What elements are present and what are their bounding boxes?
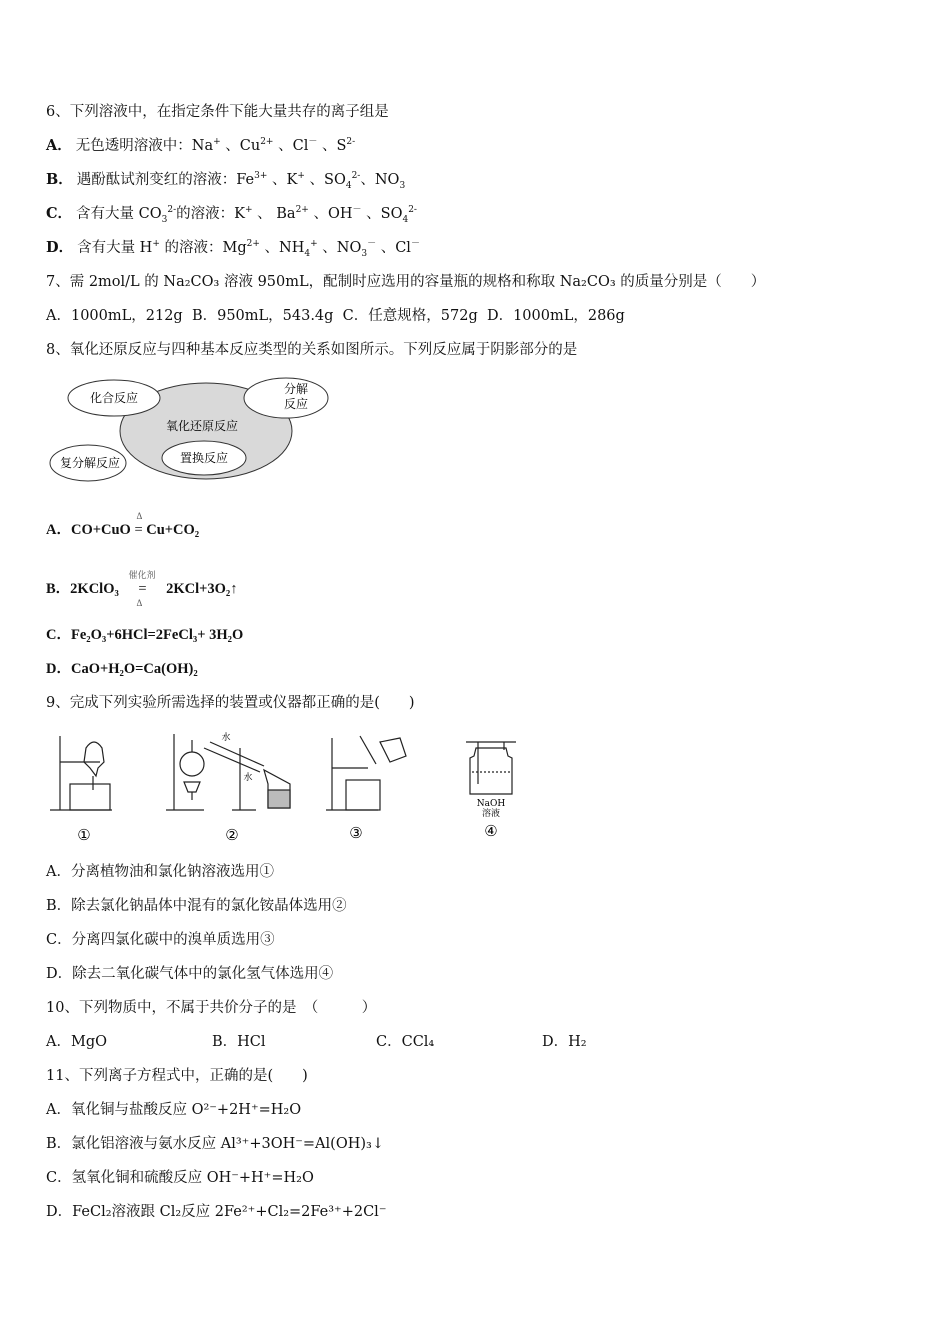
q8-a-label: A． — [46, 522, 71, 538]
q6-c-ba: 、 Ba — [252, 206, 296, 222]
q6-b-so4: 、SO — [304, 172, 346, 188]
apparatus-label-3: ③ — [349, 824, 363, 842]
decomposition-label-2: 反应 — [283, 397, 309, 411]
q6-d-text: 含有大量 H — [77, 240, 153, 256]
apparatus-4-gas-washing-bottle — [466, 742, 516, 794]
q6-b-no3-sub: 3 — [399, 180, 406, 191]
q8-redox-diagram — [46, 376, 330, 486]
q7-option-c: C．任意规格，572g — [342, 308, 478, 324]
q7-option-b: B．950mL，543.4g — [191, 308, 334, 324]
q6-d-label: D． — [46, 239, 74, 256]
substitution-label: 置换反应 — [179, 451, 229, 465]
q7-option-d: D．1000mL，286g — [486, 308, 625, 324]
water-label-2: 水 — [243, 773, 253, 783]
q6-option-b: B． 遇酚酞试剂变红的溶液：$Fe^{3+}$ 、K+ 、$SO_4^{2-}$、$NO_3$ — [46, 171, 406, 191]
q11-option-d: D．FeCl₂溶液跟 Cl₂反应 2Fe²⁺+Cl₂=2Fe³⁺+2Cl⁻ — [46, 1204, 387, 1220]
q6-d-cl: 、Cl — [376, 240, 411, 256]
q8-c-label: C． — [46, 627, 71, 643]
q6-a-s: 、S — [317, 138, 347, 154]
q8-d-text: CaO+H₂O=Ca(OH)₂ — [70, 661, 198, 677]
q6-c-oh: 、OH — [308, 206, 353, 222]
q9-option-b: B．除去氯化钠晶体中混有的氯化铵晶体选用② — [46, 898, 347, 914]
q6-b-label: B． — [46, 171, 73, 188]
apparatus-3-pouring — [326, 736, 406, 810]
q8-stem: 8、氧化还原反应与四种基本反应类型的关系如图所示。下列反应属于阴影部分的是 — [46, 342, 578, 358]
q6-stem: 6、下列溶液中，在指定条件下能大量共存的离子组是 — [46, 104, 389, 120]
q6-c-label: C． — [46, 205, 73, 222]
q9-option-d: D．除去二氧化碳气体中的氯化氢气体选用④ — [46, 966, 334, 982]
q9-option-a: A．分离植物油和氯化钠溶液选用① — [46, 864, 274, 880]
q6-d-no3: 、NO — [317, 240, 362, 256]
q6-b-text: 遇酚酞试剂变红的溶液：Fe — [76, 172, 255, 188]
q8-a-left: CO+CuO — [70, 522, 131, 538]
double-decomposition-label: 复分解反应 — [59, 456, 121, 470]
naoh-label-1: NaOH — [476, 799, 506, 809]
q8-option-b — [46, 570, 238, 608]
q8-a-equals: = Δ — [134, 520, 142, 540]
q10-option-c: C．CCl₄ — [376, 1034, 435, 1050]
q6-a-cu: 、Cu — [220, 138, 261, 154]
q11-option-c: C．氢氧化铜和硫酸反应 OH⁻+H⁺=H₂O — [46, 1170, 314, 1186]
apparatus-1-separatory-funnel — [50, 736, 112, 810]
apparatus-label-4: ④ — [484, 822, 498, 840]
q11-stem: 11、下列离子方程式中，正确的是( ) — [46, 1068, 308, 1084]
q8-c-text: Fe₂O₃+6HCl=2FeCl₃+ 3H₂O — [70, 627, 244, 643]
q7-stem: 7、需 2mol/L 的 Na₂CO₃ 溶液 950mL，配制时应选用的容量瓶的规格和称取 Na₂CO₃ 的质量分别是（ ） — [46, 274, 766, 290]
q10-option-b: B．HCl — [212, 1034, 266, 1050]
q8-a-condition: Δ — [136, 511, 143, 521]
q8-option-c — [46, 625, 243, 645]
apparatus-2-distillation — [166, 734, 290, 810]
q6-c-so4: 、SO — [361, 206, 403, 222]
redox-label: 氧化还原反应 — [165, 419, 239, 433]
apparatus-label-2: ② — [225, 826, 239, 844]
q10-stem: 10、下列物质中，不属于共价分子的是 （ ） — [46, 1000, 377, 1016]
q6-c-k: 的溶液：K — [176, 206, 245, 222]
q8-b-equals: = 催化剂 Δ — [122, 579, 162, 599]
q6-option-d: D． 含有大量 H+ 的溶液：$Mg^{2+}$ 、$NH_4^+$ 、$NO_3^-$ 、Cl－ — [46, 239, 420, 259]
q6-a-label: A． — [46, 137, 72, 154]
combination-label: 化合反应 — [89, 391, 139, 405]
q8-d-label: D． — [46, 661, 71, 677]
q7-option-a: A．1000mL，212g — [46, 308, 183, 324]
q6-d-nh4: 、NH — [259, 240, 305, 256]
q11-option-b: B．氯化铝溶液与氨水反应 Al³⁺+3OH⁻=Al(OH)₃↓ — [46, 1136, 384, 1152]
decomposition-label-1: 分解 — [283, 382, 309, 396]
q6-d-mg: 的溶液：Mg — [159, 240, 247, 256]
q6-option-c: C． 含有大量 $CO_3^{2-}$的溶液：K+ 、 $Ba^{2+}$ 、OH－ 、$SO_4^{2-}$ — [46, 205, 417, 225]
q6-b-k: 、K — [267, 172, 298, 188]
q6-a-text: 无色透明溶液中：Na — [75, 138, 214, 154]
q7-options — [46, 306, 625, 326]
q6-option-a: A． 无色透明溶液中：Na+ 、$Cu^{2+}$ 、Cl－ 、$S^{2-}$ — [46, 137, 356, 154]
q9-stem: 9、完成下列实验所需选择的装置或仪器都正确的是( ) — [46, 695, 415, 711]
apparatus-label-1: ① — [77, 826, 91, 844]
q8-a-right: Cu+CO₂ — [146, 522, 200, 538]
q8-b-right: 2KCl+3O₂↑ — [166, 581, 238, 597]
water-label-1: 水 — [221, 733, 231, 743]
q11-option-a: A．氧化铜与盐酸反应 O²⁻+2H⁺=H₂O — [46, 1102, 302, 1118]
q6-b-no3: 、NO — [360, 172, 400, 188]
q9-option-c: C．分离四氯化碳中的溴单质选用③ — [46, 932, 275, 948]
q8-option-a — [46, 511, 200, 540]
naoh-label-2: 溶液 — [481, 809, 501, 819]
q8-option-d — [46, 659, 198, 679]
q8-b-cond-top: 催化剂 — [128, 570, 156, 580]
q8-b-label: B． — [46, 581, 71, 597]
q10-option-a: A．MgO — [46, 1034, 107, 1050]
q8-b-cond-bottom: Δ — [136, 598, 143, 608]
q9-apparatus-figure — [46, 728, 536, 846]
q6-c-text: 含有大量 CO — [76, 206, 162, 222]
q6-a-cl: 、Cl — [273, 138, 309, 154]
q10-option-d: D．H₂ — [542, 1034, 587, 1050]
q8-b-left: 2KClO₃ — [70, 581, 119, 597]
